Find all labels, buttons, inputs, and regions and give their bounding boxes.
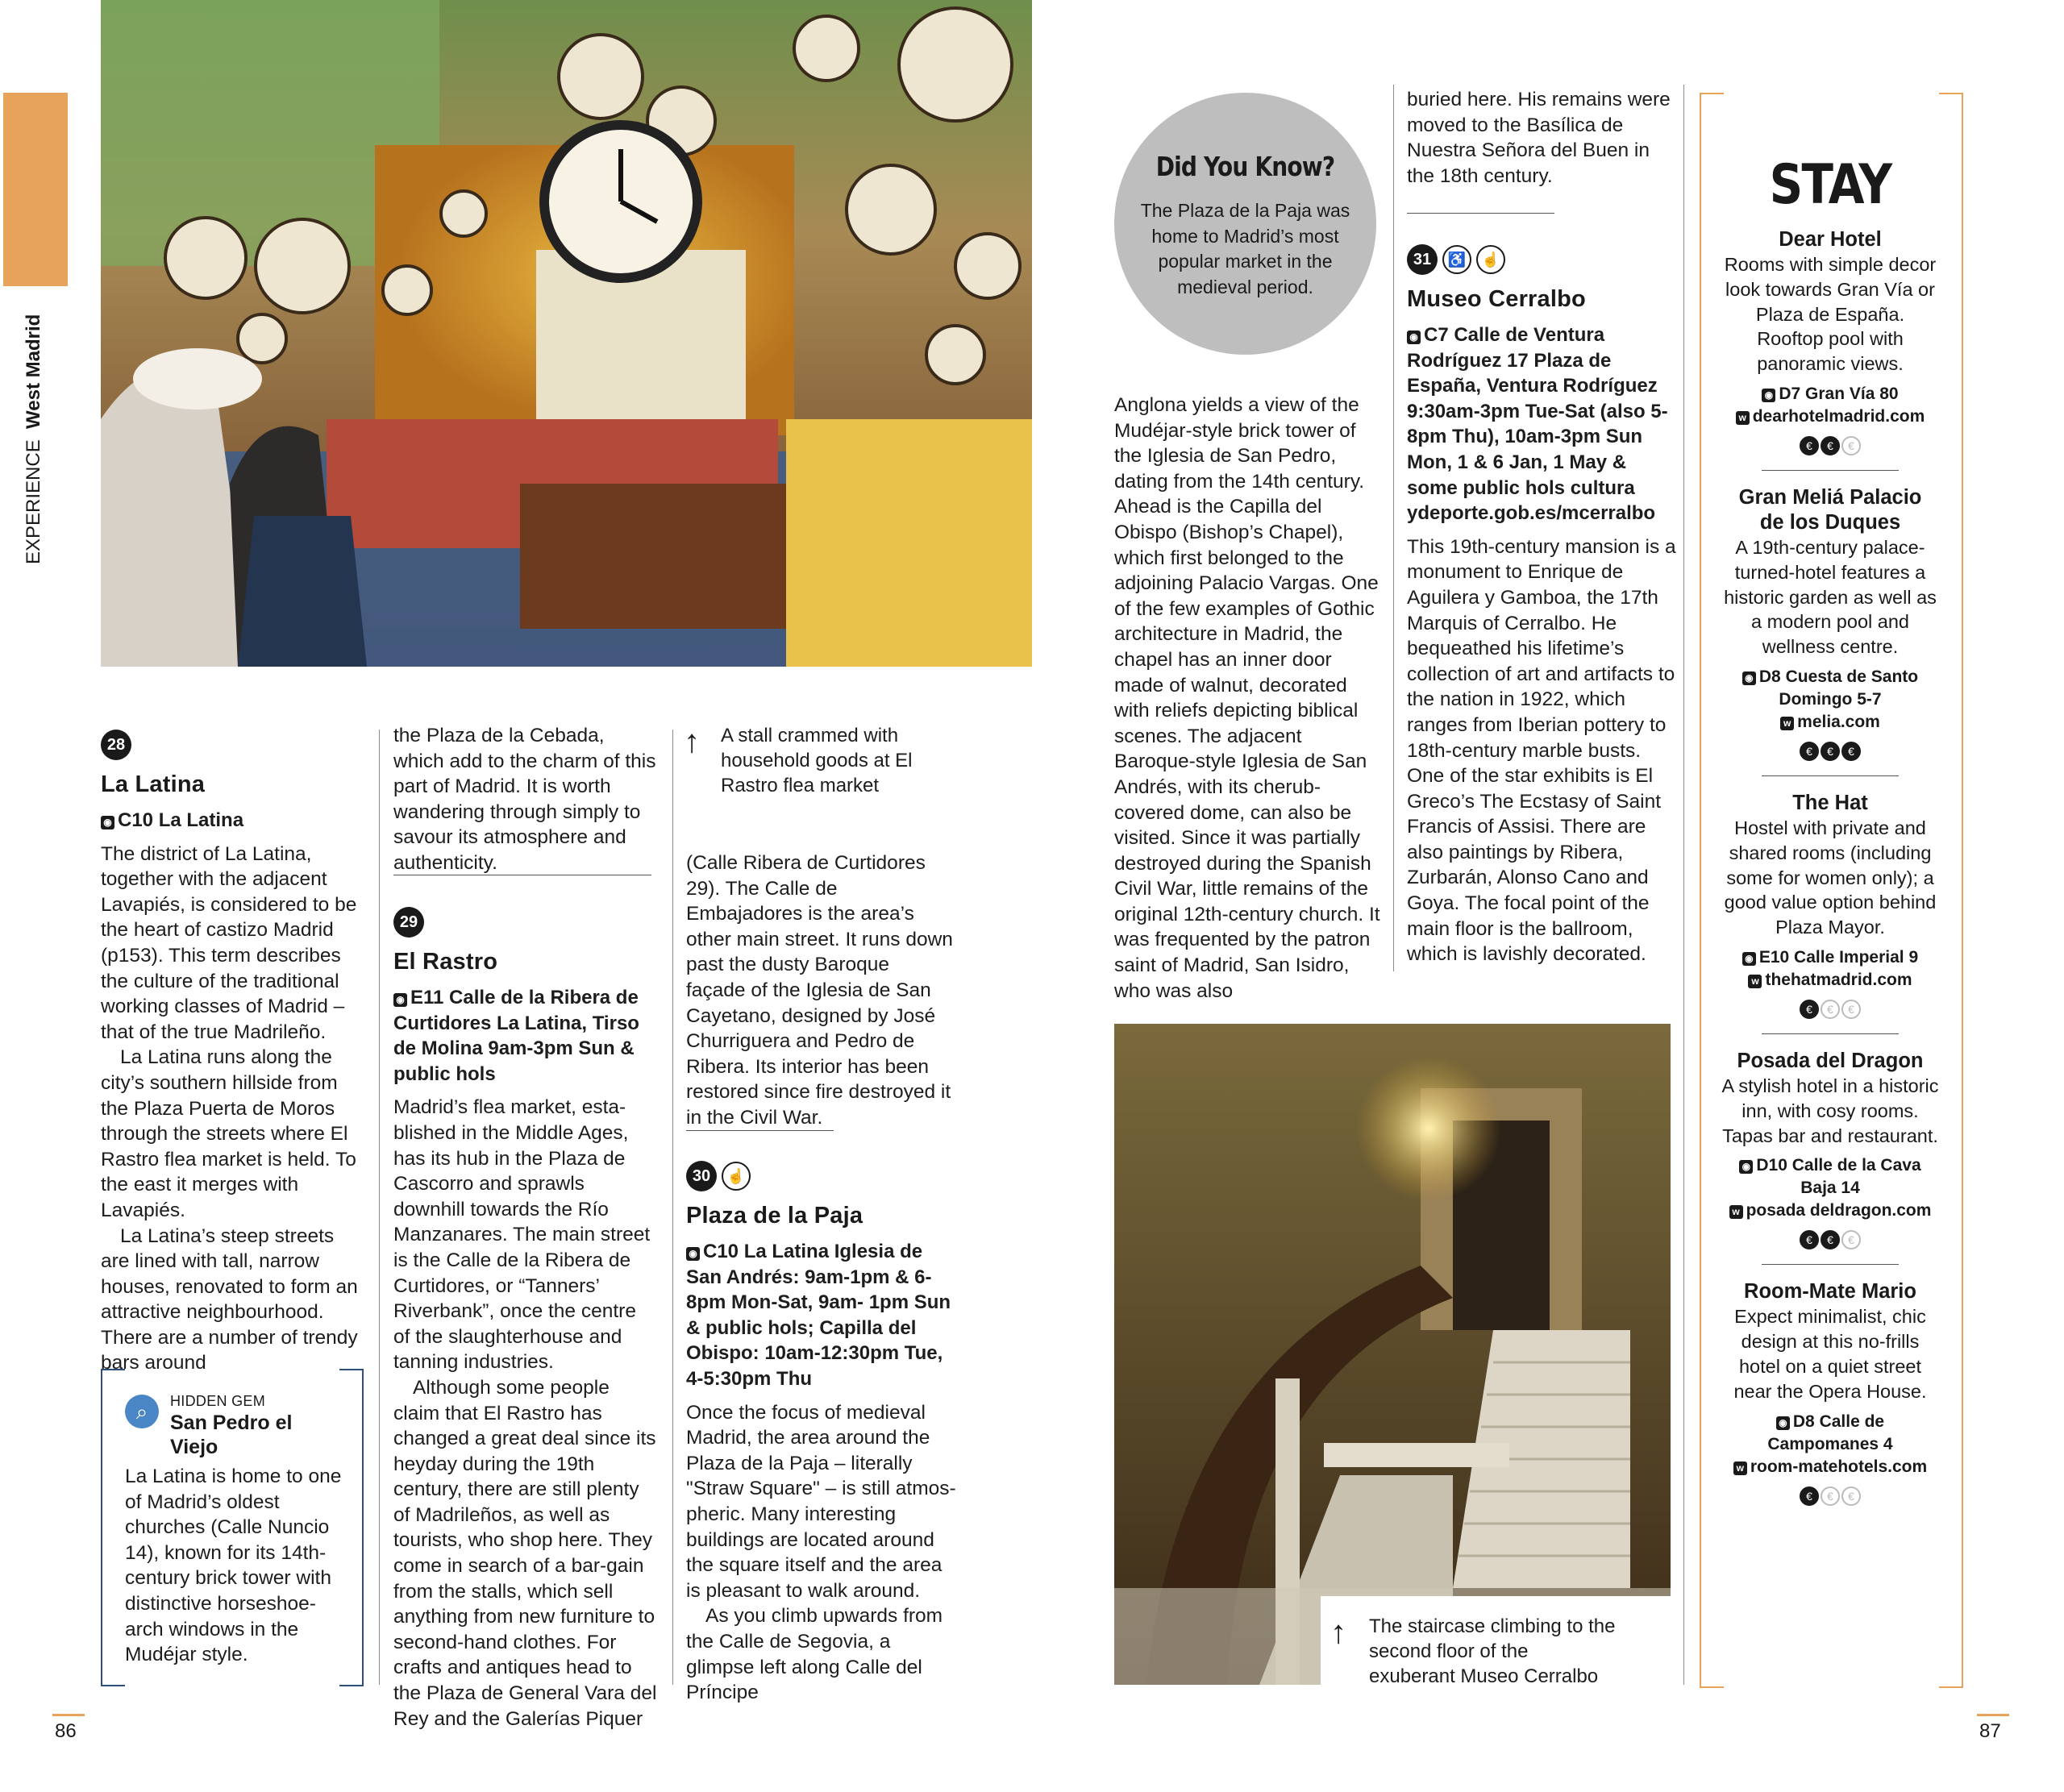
page-number-left-bar [52, 1714, 85, 1716]
staircase-photo-caption: The staircase climbing to the second floor of the exuberant Museo Cerralbo [1369, 1615, 1616, 1687]
euro-icon: € [1841, 1230, 1861, 1249]
hotel-divider [1762, 470, 1899, 471]
page-number-right-bar [1977, 1714, 2009, 1716]
sight-number: 29 [393, 907, 424, 938]
web-icon: w [1733, 1461, 1747, 1475]
hotel-name: Dear Hotel [1779, 228, 1882, 251]
map-pin-icon: ◉ [393, 993, 407, 1007]
euro-icon: € [1800, 1000, 1819, 1019]
sight-plaza-de-la-paja [686, 1161, 956, 1706]
hotel-description: Expect minimalist, chic design at this no-frills hotel on a quiet street near the Opera House. [1733, 1306, 1927, 1402]
hotel-name: Gran Meliá Palacio de los Duques [1738, 485, 1922, 534]
euro-icon: € [1800, 436, 1819, 455]
hotel-info: ◉ D8 Cuesta de Santo Domingo 5-7 w melia.com [1721, 666, 1939, 734]
side-tab-label [18, 290, 50, 564]
sight-number: 30 [686, 1161, 717, 1191]
hidden-gem-box [101, 1369, 364, 1685]
map-pin-icon: ◉ [1762, 389, 1775, 402]
web-icon: w [1736, 411, 1750, 425]
museo-cerralbo-staircase-photo [1114, 1024, 1671, 1685]
euro-icon: € [1821, 1486, 1840, 1506]
web-icon: w [1748, 975, 1762, 988]
sight-number: 31 [1407, 244, 1438, 275]
hotel-entry [1721, 1279, 1939, 1505]
hotel-entry [1721, 1049, 1939, 1249]
page-number-right: 87 [1979, 1720, 2001, 1742]
price-rating [1721, 436, 1939, 455]
la-latina-continued: the Plaza de la Cebada, which add to the charm of this part of Madrid. It is worth wandering through simply to savour its atmosphere and authenticity. [393, 725, 656, 874]
caption-arrow-icon: ↑ [684, 724, 700, 759]
map-pin-icon: ◉ [1407, 331, 1421, 344]
caption-arrow-icon: ↑ [1330, 1615, 1346, 1650]
market-photo-caption: A stall crammed with household goods at El Rastro flea market [721, 725, 913, 796]
hotel-name: Room-Mate Mario [1744, 1280, 1916, 1303]
sight-description: Madrid’s flea market, esta-blished in the Middle Ages, has its hub in the Plaza de Cascorro and sprawls downhill towards the Río Manzanares. The main street is the Calle de la Ribera de Curtidores, or “Tanners’ Riverbank”, once the centre of the slaughterhouse and tanning industries. Although some people claim that El Rastro has changed a great deal since its heyday during the 19th century, there are still plenty of Madrileños, as well as tourists, who shop here. They come in search of a bar-gain from the stalls, which sell anything from new furniture to second-hand clothes. For crafts and antiques head to the Plaza de General Vara del Rey and the Galerías Piquer [393, 1096, 657, 1730]
sight-info: ◉ E11 Calle de la Ribera de Curtidores La Latina, Tirso de Molina 9am-3pm Sun & public hols [393, 987, 639, 1085]
hidden-gem-title: San Pedro el Viejo [170, 1412, 293, 1458]
price-rating [1721, 1230, 1939, 1249]
hotel-description: Hostel with private and shared rooms (including some for women only); a good value option behind Plaza Mayor. [1724, 817, 1937, 938]
hotel-divider [1762, 775, 1899, 776]
sight-info: ◉ C7 Calle de Ventura Rodríguez 17 Plaza de España, Ventura Rodríguez 9:30am-3pm Tue-Sat (also 5-8pm Thu), 10am-3pm Sun Mon, 1 & 6 Jan, 1 May & some public hols cultura ydeporte.gob.es/mcerralbo [1407, 324, 1668, 525]
magnifier-icon: ⌕ [125, 1395, 159, 1428]
sight-number: 28 [101, 730, 131, 760]
web-icon: w [1780, 717, 1794, 730]
hidden-gem-text: La Latina is home to one of Madrid’s oldest churches (Calle Nuncio 14), known for its 14th-century brick tower with distinctive horseshoe-arch windows in the Mudéjar style. [125, 1466, 342, 1666]
side-tab-region: West Madrid [23, 314, 44, 429]
sight-el-rastro [393, 907, 658, 1732]
hotel-entry [1721, 485, 1939, 761]
stay-heading: STAY [1769, 153, 1891, 217]
euro-icon: € [1841, 742, 1861, 761]
stay-sidebar [1721, 153, 1939, 1506]
sight-info: ◉ C10 La Latina Iglesia de San Andrés: 9am-1pm & 6-8pm Mon-Sat, 9am- 1pm Sun & public hols; Capilla del Obispo: 10am-12:30pm Tue, 4-5:30pm Thu [686, 1241, 951, 1390]
sight-title: El Rastro [393, 949, 498, 975]
price-rating [1721, 742, 1939, 761]
wheelchair-icon: ♿ [1442, 245, 1471, 274]
el-rastro-continued: (Calle Ribera de Curtidores 29). The Calle de Embajadores is the area’s other main street. It runs down past the dusty Baroque façade of the Iglesia de San Cayetano, designed by José Churriguera and Pedro de Ribera. Its interior has been restored since fire destroyed it in the Civil War. [686, 852, 953, 1129]
hotel-entry [1721, 227, 1939, 455]
sight-info: ◉ C10 La Latina [101, 808, 363, 834]
sight-museo-cerralbo [1407, 244, 1677, 967]
box-bracket-right [339, 1369, 364, 1686]
map-pin-icon: ◉ [101, 816, 114, 829]
euro-icon: € [1841, 436, 1861, 455]
hotel-description: A stylish hotel in a historic inn, with cosy rooms. Tapas bar and restaurant. [1721, 1075, 1939, 1146]
column-divider [672, 730, 673, 1685]
price-rating [1721, 1000, 1939, 1019]
column-divider [379, 730, 380, 1685]
side-tab-section: EXPERIENCE [23, 439, 44, 564]
did-you-know-callout [1114, 93, 1376, 355]
plaza-paja-continued: Anglona yields a view of the Mudéjar-style brick tower of the Iglesia de San Pedro, dating from the 14th century. Ahead is the Capilla del Obispo (Bishop’s Chapel), which first belonged to the adjoining Palacio Vargas. One of the few examples of Gothic architecture in Madrid, the chapel has an inner door made of walnut, decorated with reliefs depicting biblical scenes. The adjacent Baroque-style Iglesia de San Andrés, with its cherub-covered dome, can also be visited. Since it was partially destroyed during the Spanish Civil War, little remains of the original 12th-century church. It was frequented by the patron saint of Madrid, San Isidro, who was also [1114, 394, 1380, 1002]
sight-la-latina [101, 730, 363, 1376]
euro-icon: € [1800, 1230, 1819, 1249]
price-rating [1721, 1486, 1939, 1506]
family-friendly-icon: ☝ [722, 1162, 751, 1191]
hotel-divider [1762, 1033, 1899, 1034]
map-pin-icon: ◉ [1776, 1416, 1790, 1430]
euro-icon: € [1821, 436, 1840, 455]
sight-title: Museo Cerralbo [1407, 286, 1586, 312]
did-you-know-text: The Plaza de la Paja was home to Madrid’s most popular market in the medieval period. [1140, 200, 1350, 297]
family-friendly-icon: ☝ [1476, 245, 1505, 274]
sight-description: Once the focus of medieval Madrid, the area around the Plaza de la Paja – literally "Straw Square" – is still atmos-pheric. Many interesting buildings are located around the square itself and the area is pleasant to walk around. As you climb upwards from the Calle de Segovia, a glimpse left along Calle del Príncipe [686, 1401, 956, 1704]
hotel-info: ◉ D8 Calle de Campomanes 4 w room-matehotels.com [1721, 1411, 1939, 1478]
section-divider [1407, 213, 1554, 214]
euro-icon: € [1821, 742, 1840, 761]
hotel-entry [1721, 791, 1939, 1019]
euro-icon: € [1800, 1486, 1819, 1506]
hotel-name: Posada del Dragon [1737, 1049, 1924, 1072]
column-divider [1393, 85, 1394, 971]
map-pin-icon: ◉ [1739, 1160, 1753, 1174]
web-icon: w [1729, 1205, 1743, 1219]
stay-bracket-right [1939, 93, 1963, 1688]
hotel-description: A 19th-century palace-turned-hotel features a historic garden as well as a modern pool and wellness centre. [1724, 536, 1937, 658]
hotel-info: ◉ D10 Calle de la Cava Baja 14 w posada deldragon.com [1721, 1154, 1939, 1222]
sight-title: La Latina [101, 771, 206, 797]
side-tab-accent [3, 93, 68, 286]
hotel-info: ◉ E10 Calle Imperial 9 w thehatmadrid.com [1721, 946, 1939, 992]
plaza-paja-continued-2: buried here. His remains were moved to the Basílica de Nuestra Señora del Buen in the 18th century. [1407, 89, 1671, 187]
column-divider [1683, 85, 1684, 1685]
hidden-gem-label: HIDDEN GEM [170, 1393, 266, 1409]
map-pin-icon: ◉ [686, 1247, 700, 1261]
section-divider [686, 1130, 834, 1131]
hotel-name: The Hat [1792, 791, 1868, 814]
euro-icon: € [1821, 1230, 1840, 1249]
euro-icon: € [1841, 1000, 1861, 1019]
hotel-divider [1762, 1264, 1899, 1265]
sight-title: Plaza de la Paja [686, 1203, 863, 1229]
euro-icon: € [1821, 1000, 1840, 1019]
euro-icon: € [1841, 1486, 1861, 1506]
market-stall-photo [101, 0, 1032, 667]
box-bracket-left [101, 1369, 125, 1686]
stay-bracket-left [1700, 93, 1724, 1688]
did-you-know-title: Did You Know? [1155, 151, 1335, 182]
map-pin-icon: ◉ [1742, 952, 1756, 966]
hotel-description: Rooms with simple decor look towards Gran Vía or Plaza de España. Rooftop pool with panoramic views. [1724, 254, 1937, 375]
sight-description: This 19th-century mansion is a monument to Enrique de Aguilera y Gamboa, the 17th Marquis of Cerralbo. He bequeathed his lifetime’s collection of art and artifacts to the nation in 1922, which ranges from Iberian pottery to 18th-century marble busts. One of the star exhibits is El Greco’s The Ecstasy of Saint Francis of Assisi. There are also paintings by Ribera, Zurbarán, Alonso Cano and Goya. The focal point of the main floor is the ballroom, which is lavishly decorated. [1407, 535, 1676, 966]
hotel-info: ◉ D7 Gran Vía 80 w dearhotelmadrid.com [1721, 383, 1939, 428]
map-pin-icon: ◉ [1742, 671, 1756, 685]
page-number-left: 86 [55, 1720, 77, 1742]
sight-description: The district of La Latina, together with the adjacent Lavapiés, is considered to be the heart of castizo Madrid (p153). This term describes the culture of the traditional working classes of Madrid – that of the true Madrileño. La Latina runs along the city’s southern hillside from the Plaza Puerta de Moros through the streets where El Rastro flea market is held. To the east it merges with Lavapiés. La Latina’s steep streets are lined with tall, narrow houses, renovated to form an attractive neighbourhood. There are a number of trendy bars around [101, 842, 358, 1374]
euro-icon: € [1800, 742, 1819, 761]
